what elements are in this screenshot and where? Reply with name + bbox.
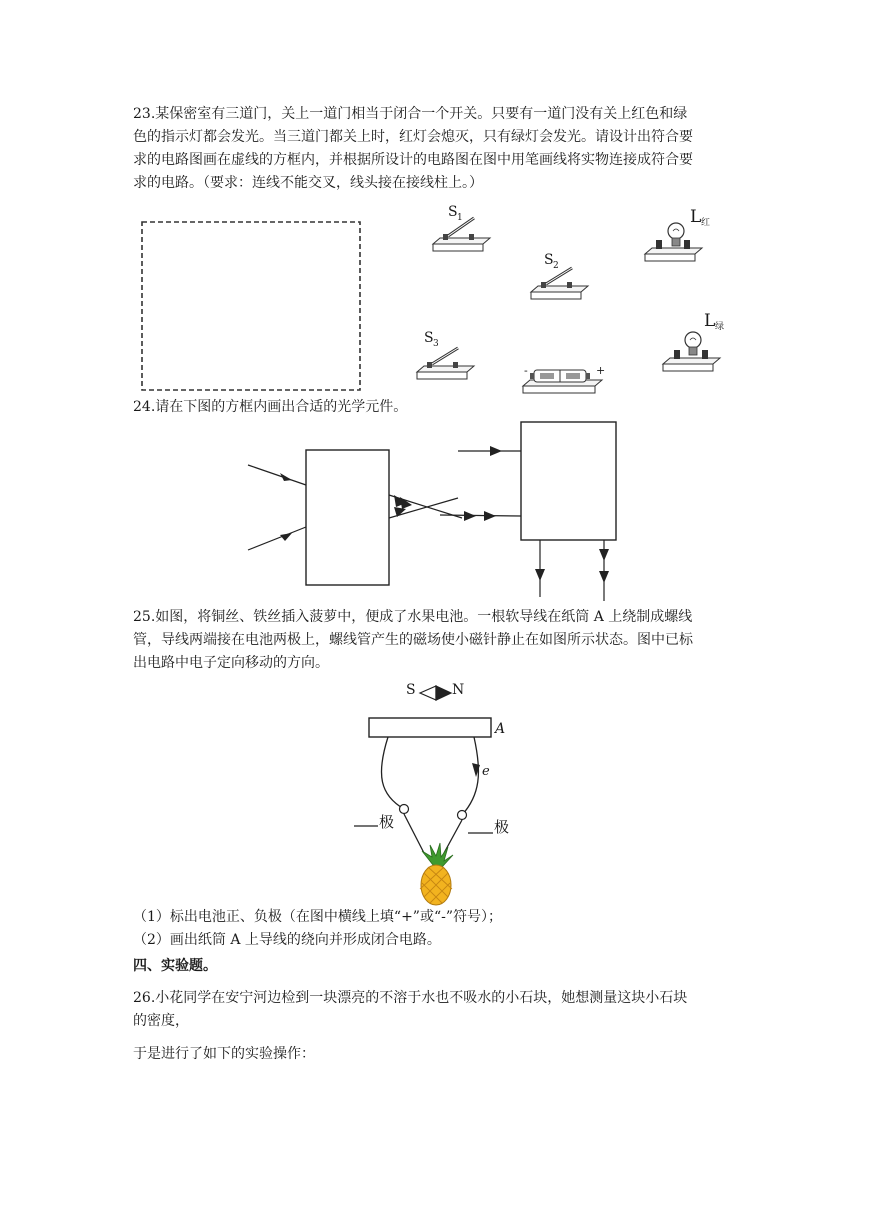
q23-line-4: 求的电路。（要求：连线不能交叉，线头接在接线柱上。）: [133, 175, 483, 191]
s2-subscript: 2: [553, 261, 559, 271]
lamp-green: [663, 332, 720, 371]
section-4-heading: 四、实验题。: [133, 958, 217, 974]
q23-text: [133, 103, 745, 195]
left-wire: [381, 737, 404, 809]
needle-s-label: S: [406, 682, 416, 698]
tube-a-label: A: [495, 721, 506, 737]
q26-text: [133, 987, 745, 1033]
q26-line-1: 26.小花同学在安宁河边检到一块漂亮的不溶于水也不吸水的小石块，她想测量这块小石块: [133, 990, 688, 1006]
q23-line-2: 色的指示灯都会发光。当三道门都关上时，红灯会熄灭，只有绿灯会发光。请设计出符合要: [133, 129, 693, 145]
q26-line-2: 的密度，: [133, 1013, 189, 1029]
lgreen-label: L: [704, 311, 716, 331]
s3-subscript: 3: [433, 339, 439, 349]
q23-dashed-answer-box[interactable]: [142, 222, 360, 390]
q23-line-3: 求的电路图画在虚线的方框内，并根据所设计的电路图在图中用笔画线将实物连接成符合要: [133, 152, 693, 168]
pineapple-icon: [420, 843, 453, 905]
lred-label: L: [690, 207, 702, 227]
compass-needle: [420, 686, 451, 700]
s2-label: S: [544, 252, 554, 268]
s1-subscript: 1: [457, 213, 463, 223]
lgreen-subscript: 绿: [715, 322, 725, 332]
q24-figure: [240, 415, 630, 605]
left-pole-label: 极: [379, 813, 395, 831]
lamp-red: [645, 223, 702, 261]
q23-line-1: 23.某保密室有三道门，关上一道门相当于闭合一个开关。只要有一道门没有关上红色和绿: [133, 106, 688, 122]
right-terminal: [458, 811, 467, 820]
electron-e-label: e: [482, 764, 490, 779]
optical-box-right[interactable]: [521, 422, 616, 540]
q25-line-3: 出电路中电子定向移动的方向。: [133, 655, 329, 671]
left-terminal: [400, 805, 409, 814]
q25-line-2: 管，导线两端接在电池两极上，螺线管产生的磁场使小磁针静止在如图所示状态。图中已标: [133, 632, 693, 648]
optical-box-left[interactable]: [306, 450, 389, 585]
lred-subscript: 红: [701, 218, 711, 228]
needle-n-label: N: [452, 682, 465, 698]
q25-sub-1: （1）标出电池正、负极（在图中横线上填“+”或“-”符号）；: [133, 909, 502, 925]
s1-label: S: [448, 204, 458, 220]
q26-line-3: 于是进行了如下的实验操作：: [133, 1046, 315, 1062]
battery-minus-label: -: [524, 364, 528, 377]
s3-label: S: [424, 330, 434, 346]
battery: [523, 370, 602, 393]
switch-s3: [417, 348, 474, 379]
right-pole-label: 极: [494, 818, 510, 836]
q25-subquestions: [133, 906, 745, 952]
q25-figure: [340, 675, 540, 907]
q25-text: [133, 606, 745, 675]
q25-sub-2: （2）画出纸筒 A 上导线的绕向并形成闭合电路。: [133, 932, 441, 948]
q25-line-1: 25.如图，将铜丝、铁丝插入菠萝中，便成了水果电池。一根软导线在纸筒 A 上绕制成螺线: [133, 609, 693, 625]
paper-tube-a[interactable]: [369, 718, 491, 737]
battery-plus-label: +: [596, 364, 606, 377]
q26-text-continued: [133, 1043, 745, 1066]
q23-figure: [130, 198, 730, 398]
switch-s2: [531, 268, 588, 299]
q24-line-1: 24.请在下图的方框内画出合适的光学元件。: [133, 399, 408, 415]
